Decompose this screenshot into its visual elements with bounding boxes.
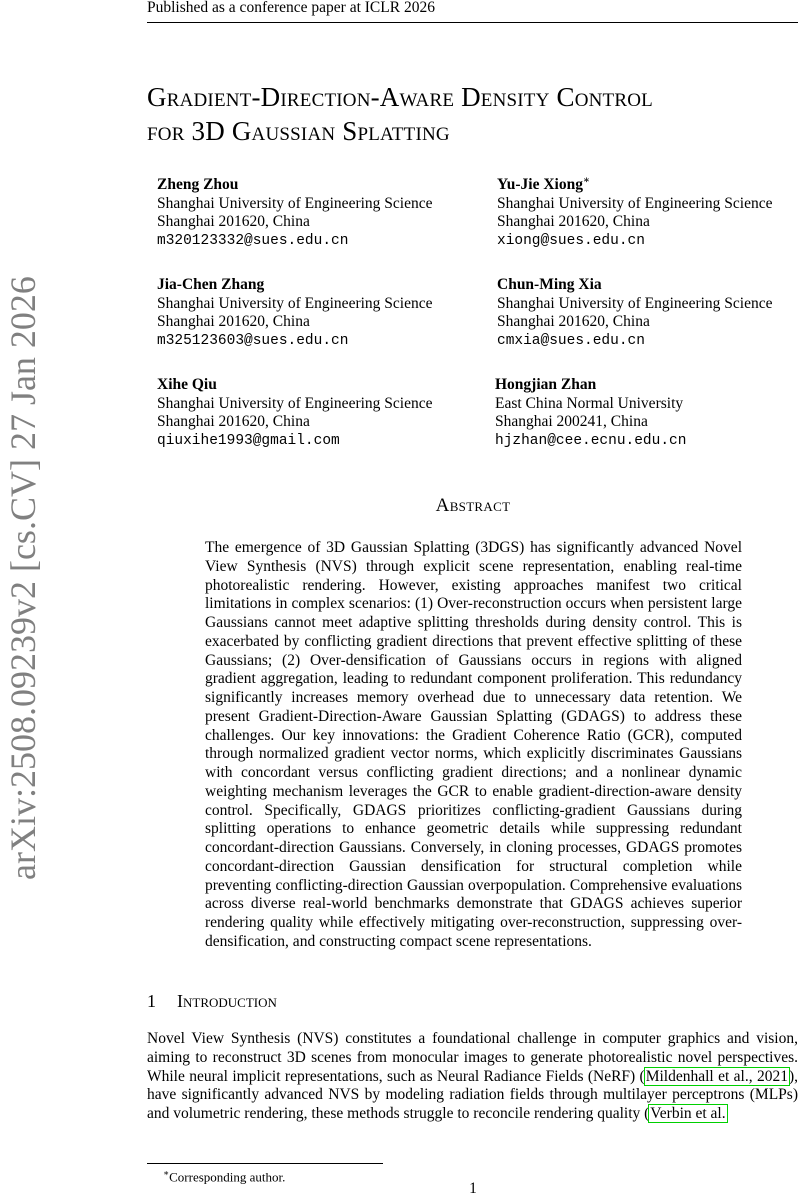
author-name: Zheng Zhou — [157, 176, 239, 193]
author-email[interactable]: hjzhan@cee.ecnu.edu.cn — [495, 432, 687, 449]
title-line-2: for 3D Gaussian Splatting — [147, 116, 450, 146]
author-name: Xihe Qiu — [157, 376, 217, 393]
footnote-text: Corresponding author. — [169, 1169, 286, 1185]
author-name: Chun-Ming Xia — [497, 276, 602, 293]
author-email[interactable]: m320123332@sues.edu.cn — [157, 232, 349, 249]
author-affiliation: Shanghai University of Engineering Science — [157, 394, 433, 412]
section-heading — [147, 991, 277, 1012]
author-affiliation: Shanghai University of Engineering Science — [497, 294, 773, 312]
author-address: Shanghai 200241, China — [495, 413, 648, 430]
section-title: Introduction — [177, 991, 277, 1011]
author-block — [157, 176, 432, 250]
author-name: Hongjian Zhan — [495, 376, 597, 393]
citation-link[interactable]: Mildenhall et al., 2021 — [645, 1067, 788, 1085]
running-header: Published as a conference paper at ICLR 2026 — [147, 0, 435, 16]
author-block — [157, 276, 432, 350]
intro-text-part-2: ), have significantly advanced NVS by modeling radiation fields through multilayer perceptrons (MLPs) and volumetric rendering, these methods struggle to reconcile rendering quality ( — [147, 1067, 798, 1122]
author-address: Shanghai 201620, China — [157, 313, 310, 330]
author-email[interactable]: qiuxihe1993@gmail.com — [157, 432, 340, 449]
footnote-mark: ∗ — [163, 1168, 170, 1178]
author-name: Jia-Chen Zhang — [157, 276, 265, 293]
author-block — [497, 276, 772, 350]
author-block — [497, 176, 772, 250]
abstract-heading: Abstract — [435, 495, 511, 516]
intro-text-part-1: Novel View Synthesis (NVS) constitutes a foundational challenge in computer graphics and vision, aiming to reconstruct 3D scenes from monocular images to generate photorealistic novel perspectives. While neural implicit representations, such as Neural Radiance Fields (NeRF) ( — [147, 1030, 798, 1085]
author-affiliation: Shanghai University of Engineering Science — [157, 194, 433, 212]
author-name — [497, 176, 772, 195]
section-number: 1 — [147, 991, 156, 1011]
author-block — [157, 376, 432, 450]
paper-title — [147, 80, 653, 148]
citation-link[interactable]: Verbin et al. — [650, 1105, 726, 1122]
author-affiliation: East China Normal University — [495, 394, 684, 412]
introduction-text — [147, 1030, 798, 1124]
corresponding-mark: ∗ — [582, 174, 590, 186]
arxiv-stamp: arXiv:2508.09239v2 [cs.CV] 27 Jan 2026 — [3, 276, 43, 880]
abstract-text: The emergence of 3D Gaussian Splatting (3DGS) has significantly advanced Novel View Synthesis (NVS) through explicit scene representation, enabling real-time photorealistic rendering. However, existing approaches manifest two critical limitations in complex scenarios: (1) Over-reconstruction occurs when persistent large Gaussians cannot meet adaptive splitting thresholds during density control. This is exacerbated by conflicting gradient directions that prevent effective splitting of these Gaussians; (2) Over-densification of Gaussians occurs in regions with aligned gradient aggregation, leading to redundant component proliferation. This redundancy significantly increases memory overhead due to unnecessary data retention. We present Gradient-Direction-Aware Gaussian Splatting (GDAGS) to address these challenges. Our key innovations: the Gradient Coherence Ratio (GCR), computed through normalized gradient vector norms, which explicitly discriminates Gaussians with concordant versus conflicting gradient directions; and a nonlinear dynamic weighting mechanism leverages the GCR to enable gradient-direction-aware density control. Specifically, GDAGS prioritizes conflicting-gradient Gaussians during splitting operations to enhance geometric details while suppressing redundant concordant-direction Gaussians. Conversely, in cloning processes, GDAGS promotes concordant-direction Gaussian densification for structural completion while preventing conflicting-direction Gaussian overpopulation. Comprehensive evaluations across diverse real-world benchmarks demonstrate that GDAGS achieves superior rendering quality while effectively mitigating over-reconstruction, suppressing over-densification, and constructing compact scene representations. — [205, 539, 742, 950]
footnote-rule — [147, 1163, 383, 1164]
author-email[interactable]: cmxia@sues.edu.cn — [497, 332, 645, 349]
author-address: Shanghai 201620, China — [157, 413, 310, 430]
title-line-1: Gradient-Direction-Aware Density Control — [147, 82, 653, 112]
header-rule — [147, 22, 798, 23]
author-affiliation: Shanghai University of Engineering Science — [497, 194, 773, 212]
author-name-text: Yu-Jie Xiong — [497, 176, 583, 193]
author-block — [495, 376, 686, 450]
author-address: Shanghai 201620, China — [157, 213, 310, 230]
author-email[interactable]: xiong@sues.edu.cn — [497, 232, 645, 249]
author-address: Shanghai 201620, China — [497, 313, 650, 330]
author-email[interactable]: m325123603@sues.edu.cn — [157, 332, 349, 349]
author-affiliation: Shanghai University of Engineering Science — [157, 294, 433, 312]
page-number: 1 — [469, 1180, 477, 1197]
author-address: Shanghai 201620, China — [497, 213, 650, 230]
